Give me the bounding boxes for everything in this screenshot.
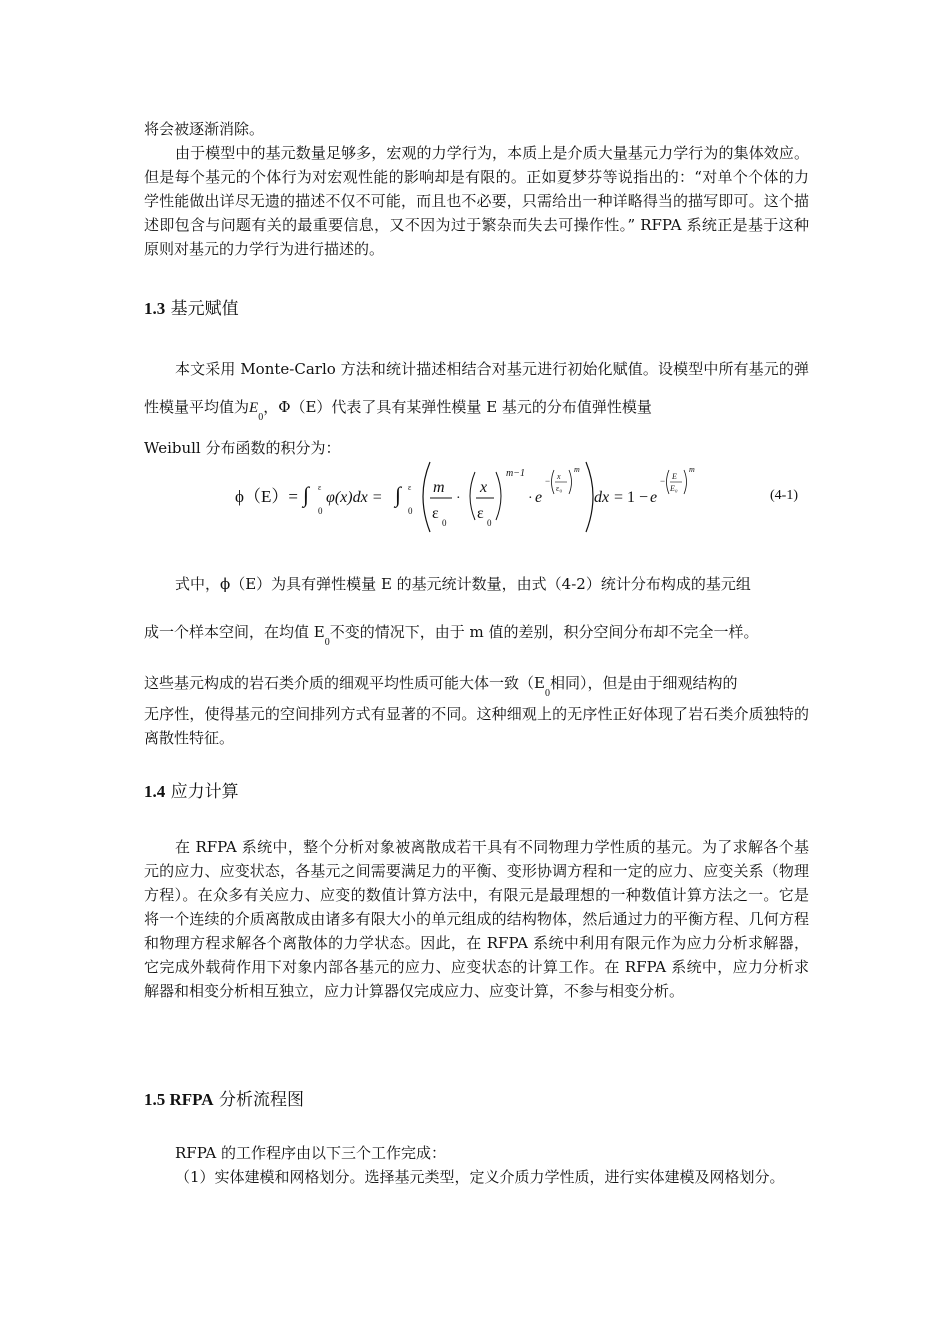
- exp-right-paren-2: [684, 470, 687, 494]
- exp-power-m: m: [574, 465, 580, 474]
- integral-upper-limit-2: ε: [408, 483, 412, 492]
- inner-right-paren: [496, 472, 501, 520]
- eps-subscript: 0: [442, 518, 447, 528]
- paragraph-continuation: 将会被逐渐消除。: [144, 120, 265, 138]
- subscript-zero: 0: [258, 412, 264, 423]
- subscript-zero: 0: [544, 688, 550, 699]
- subscript-zero: 0: [324, 637, 330, 648]
- exp-left-paren-2: [667, 470, 670, 494]
- section-number: 1.4: [144, 782, 166, 801]
- exp-base-e: e: [535, 489, 543, 506]
- paragraph-disorder: 无序性，使得基元的空间排列方式有显著的不同。这种细观上的无序性正好体现了岩石类介质独特的离散性特征。: [144, 705, 809, 747]
- weibull-integral-formula: [230, 458, 810, 538]
- paragraph-text: 相同），但是由于细观结构的: [549, 674, 738, 692]
- integrand-phi: φ(x)dx =: [326, 489, 383, 506]
- paragraph-stress-calculation: 在 RFPA 系统中，整个分析对象被离散成若干具有不同物理力学性质的基元。为了求解各个基元的应力、应变状态，各基元之间需要满足力的平衡、变形协调方程和一定的应力、应变关系（物理方程）。在众多有关应力、应变的数值计算方法中，有限元是最理想的一种数值计算方法之一。它是将一个连续的介质离散成由诸多有限大小的单元组成的结构物体，然后通过力的平衡方程、几何方程和物理方程求解各个离散体的力学状态。因此，在 RFPA 系统中利用有限元作为应力分析求解器，它完成外载荷作用下对象内部各基元的应力、应变状态的计算工作。在 RFPA 系统中，应力分析求解器和相变分析相互独立，应力计算器仅完成应力、应变计算，不参与相变分析。: [144, 838, 809, 1000]
- integral-upper-limit: ε: [318, 483, 322, 492]
- paragraph-text: 这些基元构成的岩石类介质的细观平均性质可能大体一致（E: [144, 674, 545, 692]
- paragraph-text: ，Φ（E）代表了具有某弹性模量 E 基元的分布值弹性模量: [263, 398, 652, 416]
- dot-operator: ·: [456, 491, 461, 506]
- exponent-m-minus-1: m−1: [506, 468, 525, 479]
- section-heading-1-5: [144, 1085, 304, 1110]
- section-title: 分析流程图: [218, 1090, 304, 1110]
- paragraph-collective-effect: 由于模型中的基元数量足够多，宏观的力学行为，本质上是介质大量基元力学行为的集体效应。但是每个基元的个体行为对宏观性能的影响却是有限的。正如夏梦芬等说指出的：“对单个个体的力学性能做出详尽无遗的描述不仅不可能，而且也不必要，只需给出一种详略得当的描写即可。这个描述即包含与问题有关的最重要信息，又不因为过于繁杂而失去可操作性。” RFPA 系统正是基于这种原则对基元的力学行为进行描述的。: [144, 144, 809, 258]
- paragraph-workflow-intro: RFPA 的工作程序由以下三个工作完成：: [175, 1144, 447, 1162]
- equals-one-minus: = 1 −: [614, 489, 649, 506]
- frac-numerator-x: x: [480, 479, 488, 496]
- frac-denominator-eps-2: ε: [477, 505, 484, 522]
- big-left-paren: [423, 462, 430, 532]
- exp-minus-2: −: [660, 476, 666, 486]
- integral-lower-limit-2: 0: [408, 506, 413, 516]
- integral-sign-2: ∫: [395, 482, 402, 507]
- exp-minus: −: [545, 476, 551, 486]
- exp-denominator-E0: E₀: [670, 484, 678, 493]
- paragraph-text: 成一个样本空间，在均值 E: [144, 623, 325, 641]
- inner-left-paren: [470, 472, 475, 520]
- big-right-paren: [586, 462, 593, 532]
- exp-base-e-2: e: [650, 489, 658, 506]
- paragraph-text: 本文采用 Monte-Carlo 方法和统计描述相结合对基元进行初始化赋值。设模型中所有基元的弹性模量平均值为: [144, 360, 809, 416]
- section-heading-1-3: [144, 294, 239, 319]
- section-heading-1-4: [144, 777, 239, 802]
- exp-left-paren: [552, 470, 555, 494]
- paragraph-monte-carlo: [144, 350, 809, 467]
- exp-denominator-eps: ε₀: [556, 484, 563, 493]
- paragraph-step-1: （1）实体建模和网格划分。选择基元类型，定义介质力学性质，进行实体建模及网格划分。: [175, 1168, 785, 1186]
- integral-lower-limit: 0: [318, 506, 323, 516]
- paragraph-text: Weibull 分布函数的积分为：: [144, 439, 341, 457]
- equation-number: (4-1): [770, 488, 798, 503]
- integral-sign: ∫: [303, 482, 310, 507]
- section-number: 1.5 RFPA: [144, 1090, 214, 1109]
- paragraph-text: 不变的情况下，由于 m 值的差别，积分空间分布却不完全一样。: [329, 623, 759, 641]
- eps-subscript-2: 0: [487, 518, 492, 528]
- formula-left-side: ϕ（E）=: [235, 487, 298, 506]
- dot-operator-2: ·: [528, 491, 533, 506]
- frac-numerator-m: m: [433, 479, 445, 496]
- frac-denominator-eps: ε: [432, 505, 439, 522]
- section-title: 应力计算: [170, 782, 239, 802]
- paragraph-statistics: [144, 560, 809, 710]
- exp-power-m-2: m: [689, 465, 695, 474]
- section-number: 1.3: [144, 299, 166, 318]
- exp-numerator-x: x: [557, 472, 561, 481]
- exp-right-paren: [569, 470, 572, 494]
- exp-numerator-E: E: [672, 472, 677, 481]
- differential-dx: dx: [594, 489, 610, 506]
- symbol-E: E: [249, 400, 259, 416]
- section-title: 基元赋值: [170, 299, 239, 319]
- paragraph-text: 式中，ϕ（E）为具有弹性模量 E 的基元统计数量，由式（4-2）统计分布构成的基元组: [175, 575, 751, 593]
